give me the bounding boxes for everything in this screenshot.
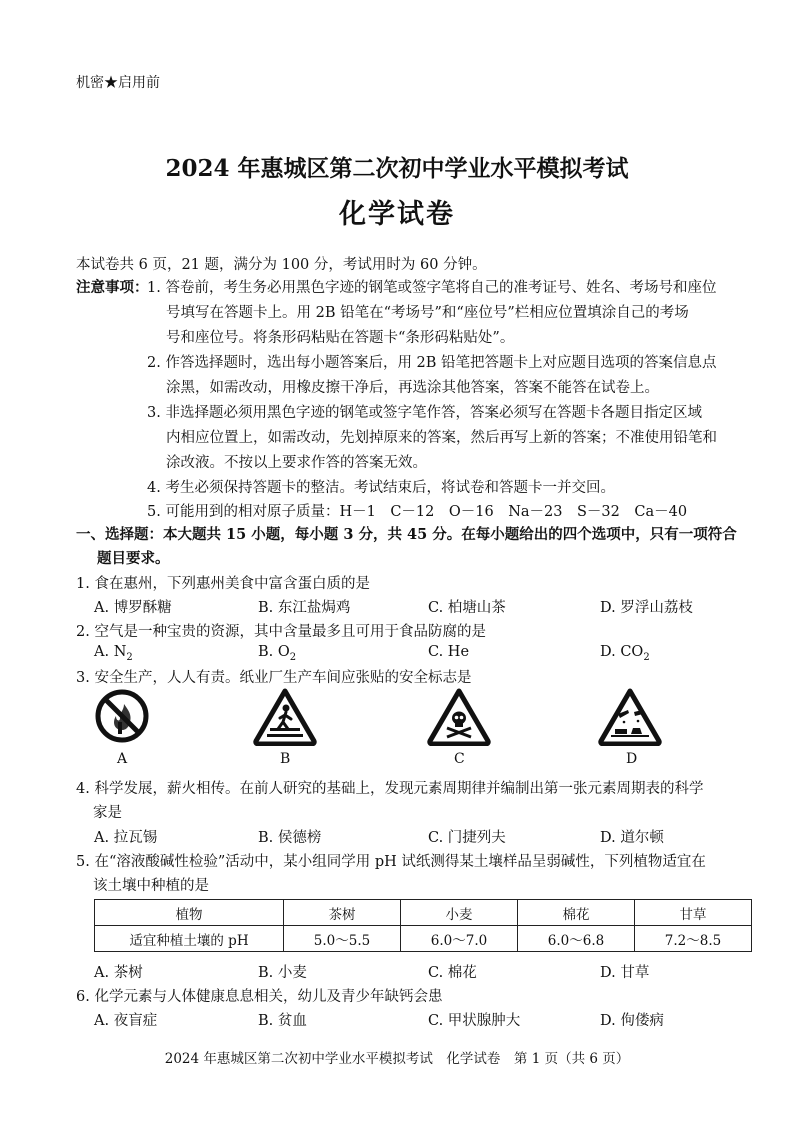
q4-option-d: D. 道尔顿 [600,830,664,846]
q3-label-d: D [626,751,638,767]
intro-text: 本试卷共 6 页，21 题，满分为 100 分，考试用时为 60 分钟。 [76,257,487,273]
table-cell: 7.2～8.5 [635,926,752,952]
section-1-heading-line-2: 题目要求。 [97,550,170,567]
pedestrian-crossing-sign-icon [253,688,317,746]
q2-option-d [600,644,650,663]
ph-table [94,899,752,952]
q2-stem: 2. 空气是一种宝贵的资源，其中含量最多且可用于食品防腐的是 [76,624,486,640]
q2-option-b-sub: 2 [289,651,297,663]
q5-stem-line-2: 该土壤中种植的是 [93,878,209,894]
q6-stem: 6. 化学元素与人体健康息息相关，幼儿及青少年缺钙会患 [76,989,443,1005]
q4-option-c: C. 门捷列夫 [428,830,506,846]
note-1-line-3: 号和座位号。将条形码粘贴在答题卡“条形码粘贴处”。 [166,330,515,346]
subject-title: 化学试卷 [339,199,455,230]
q6-option-c: C. 甲状腺肿大 [428,1013,521,1029]
no-fire-sign-icon [94,688,150,744]
q1-option-b: B. 东江盐焗鸡 [258,600,351,616]
exam-title: 2024 年惠城区第二次初中学业水平模拟考试 [165,155,629,182]
q6-option-a: A. 夜盲症 [94,1013,158,1029]
note-2-line-1: 2. 作答选择题时，选出每小题答案后，用 2B 铅笔把答题卡上对应题目选项的答案信息点 [147,355,717,371]
table-row [95,926,752,952]
q5-option-b: B. 小麦 [258,965,307,981]
notes-label: 注意事项： [76,279,149,296]
q2-option-b-text: B. O [258,644,290,660]
q3-stem: 3. 安全生产，人人有责。纸业厂生产车间应张贴的安全标志是 [76,670,472,686]
table-cell: 6.0～7.0 [401,926,518,952]
note-1-line-1: 1. 答卷前，考生务必用黑色字迹的钢笔或签字笔将自己的准考证号、姓名、考场号和座位 [147,280,717,296]
q4-option-b: B. 侯德榜 [258,830,322,846]
note-4: 4. 考生必须保持答题卡的整洁。考试结束后，将试卷和答题卡一并交回。 [147,480,615,496]
q3-label-a: A [117,751,128,767]
table-header-cell: 茶树 [284,900,401,926]
q2-option-a-sub: 2 [126,651,133,663]
toxic-hazard-sign-icon [427,688,491,746]
table-cell: 适宜种植土壤的 pH [95,926,284,952]
note-3-line-3: 涂改液。不按以上要求作答的答案无效。 [166,455,427,471]
q6-option-d: D. 佝偻病 [600,1013,664,1029]
q2-option-a [94,644,133,663]
note-3-line-2: 内相应位置上，如需改动，先划掉原来的答案，然后再写上新的答案；不准使用铅笔和 [166,430,717,446]
note-1-line-2: 号填写在答题卡上。用 2B 铅笔在“考场号”和“座位号”栏相应位置填涂自己的考场 [166,305,689,321]
q4-option-a: A. 拉瓦锡 [94,830,158,846]
q2-option-a-text: A. N [94,644,127,660]
table-header-cell: 甘草 [635,900,752,926]
q3-label-c: C [454,751,465,767]
q2-option-d-sub: 2 [643,651,650,663]
note-5: 5. 可能用到的相对原子质量：H－1 C－12 O－16 Na－23 S－32 Ca－40 [147,504,688,520]
q6-option-b: B. 贫血 [258,1013,307,1029]
q5-option-d: D. 甘草 [600,965,650,981]
table-row [95,900,752,926]
note-3-line-1: 3. 非选择题必须用黑色字迹的钢笔或签字笔作答，答案必须写在答题卡各题目指定区域 [147,405,702,421]
table-cell: 5.0～5.5 [284,926,401,952]
q1-option-a: A. 博罗酥糖 [94,600,172,616]
page-footer: 2024 年惠城区第二次初中学业水平模拟考试 化学试卷 第 1 页（共 6 页） [164,1051,630,1067]
q1-option-c: C. 柏塘山茶 [428,600,506,616]
table-cell: 6.0～6.8 [518,926,635,952]
q5-option-a: A. 茶树 [94,965,143,981]
q2-option-c: C. He [428,644,470,660]
q3-label-b: B [280,751,291,767]
q5-stem-line-1: 5. 在“溶液酸碱性检验”活动中，某小组同学用 pH 试纸测得某土壤样品呈弱碱性，下列植物适宜在 [76,854,706,870]
q2-option-b [258,644,296,663]
corrosive-hazard-sign-icon [598,688,662,746]
q2-option-d-text: D. CO [600,644,644,660]
table-header-cell: 植物 [95,900,284,926]
table-header-cell: 棉花 [518,900,635,926]
section-1-heading-line-1: 一、选择题：本大题共 15 小题，每小题 3 分，共 45 分。在每小题给出的四个选项中，只有一项符合 [76,526,737,543]
table-header-cell: 小麦 [401,900,518,926]
q4-stem-line-2: 家是 [93,805,122,821]
q1-option-d: D. 罗浮山荔枝 [600,600,693,616]
q4-stem-line-1: 4. 科学发展，薪火相传。在前人研究的基础上，发现元素周期律并编制出第一张元素周期表的科学 [76,781,704,797]
q1-stem: 1. 食在惠州，下列惠州美食中富含蛋白质的是 [76,576,370,592]
q5-option-c: C. 棉花 [428,965,477,981]
note-2-line-2: 涂黑，如需改动，用橡皮擦干净后，再选涂其他答案，答案不能答在试卷上。 [166,380,659,396]
confidential-mark: 机密★启用前 [76,75,160,91]
